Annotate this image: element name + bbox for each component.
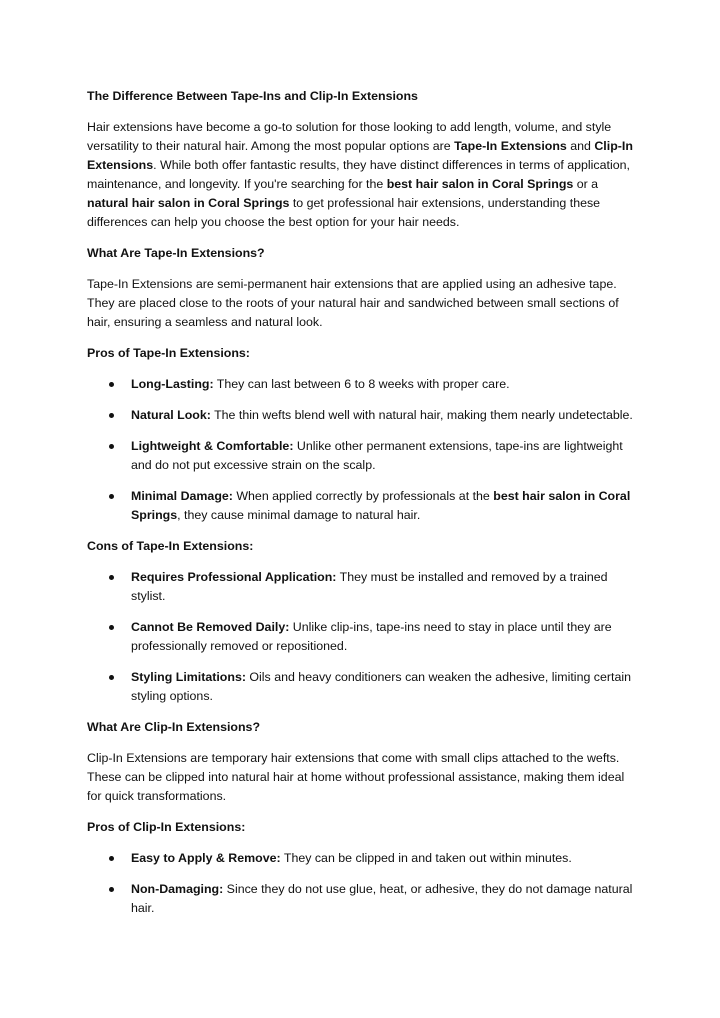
- clip-in-pros-heading: Pros of Clip-In Extensions:: [87, 820, 246, 834]
- item-label: Minimal Damage:: [131, 489, 233, 503]
- intro-bold-clip-in: Clip-In Extensions: [87, 139, 633, 172]
- intro-text: and: [566, 139, 595, 153]
- intro-paragraph: [87, 118, 639, 232]
- bullet-icon: [109, 625, 114, 630]
- intro-text: Hair extensions have become a go-to solution for those looking to add length, volume, and style versatility to their natural hair. Among the most popular options are: [87, 120, 612, 153]
- intro-bold-tape-in: Tape-In Extensions: [454, 139, 567, 153]
- list-item: [87, 849, 639, 868]
- tape-in-pros-list: [87, 375, 639, 525]
- bullet-icon: [109, 494, 114, 499]
- list-item: [87, 375, 639, 394]
- item-text: The thin wefts blend well with natural hair, making them nearly undetectable.: [210, 408, 633, 422]
- intro-text: or a: [573, 177, 599, 191]
- bullet-icon: [109, 575, 114, 580]
- clip-in-heading: What Are Clip-In Extensions?: [87, 720, 261, 734]
- item-text: They can be clipped in and taken out within minutes.: [280, 851, 572, 865]
- tape-in-heading: What Are Tape-In Extensions?: [87, 246, 265, 260]
- bullet-icon: [109, 856, 114, 861]
- intro-text: . While both offer fantastic results, they have distinct differences in terms of application, maintenance, and longevity. If you're searching for the: [87, 158, 630, 191]
- tape-in-cons-list: [87, 568, 639, 706]
- bullet-icon: [109, 413, 114, 418]
- clip-in-description: Clip-In Extensions are temporary hair extensions that come with small clips attached to the wefts. These can be clipped into natural hair at home without professional assistance, making them ideal for quick transformations.: [87, 751, 625, 803]
- bullet-icon: [109, 887, 114, 892]
- item-text: They must be installed and removed by a trained stylist.: [131, 570, 608, 603]
- clip-in-pros-list: [87, 849, 639, 918]
- tape-in-description: Tape-In Extensions are semi-permanent hair extensions that are applied using an adhesive tape. They are placed close to the roots of your natural hair and sandwiched between small sections of hair, ensuring a seamless and natural look.: [87, 277, 619, 329]
- list-item: [87, 437, 639, 475]
- list-item: [87, 406, 639, 425]
- bullet-icon: [109, 444, 114, 449]
- list-item: [87, 880, 639, 918]
- bullet-icon: [109, 382, 114, 387]
- list-item: [87, 568, 639, 606]
- item-bold-best-salon: best hair salon in Coral Springs: [131, 489, 631, 522]
- intro-bold-natural-salon: natural hair salon in Coral Springs: [87, 196, 290, 210]
- document-title: The Difference Between Tape-Ins and Clip-In Extensions: [87, 89, 418, 103]
- item-text: Since they do not use glue, heat, or adhesive, they do not damage natural hair.: [131, 882, 633, 915]
- item-label: Easy to Apply & Remove:: [131, 851, 281, 865]
- intro-text: to get professional hair extensions, understanding these differences can help you choose the best option for your hair needs.: [87, 196, 601, 229]
- tape-in-cons-heading: Cons of Tape-In Extensions:: [87, 539, 254, 553]
- item-label: Non-Damaging:: [131, 882, 224, 896]
- item-text: When applied correctly by professionals at the: [232, 489, 494, 503]
- item-label: Long-Lasting:: [131, 377, 214, 391]
- item-text: Unlike clip-ins, tape-ins need to stay in place until they are professionally removed or repositioned.: [131, 620, 612, 653]
- list-item: [87, 487, 639, 525]
- item-text: They can last between 6 to 8 weeks with proper care.: [213, 377, 510, 391]
- list-item: [87, 668, 639, 706]
- item-label: Styling Limitations:: [131, 670, 246, 684]
- list-item: [87, 618, 639, 656]
- bullet-icon: [109, 675, 114, 680]
- item-text: Unlike other permanent extensions, tape-ins are lightweight and do not put excessive strain on the scalp.: [131, 439, 623, 472]
- item-text: , they cause minimal damage to natural hair.: [177, 508, 421, 522]
- intro-bold-best-salon: best hair salon in Coral Springs: [386, 177, 574, 191]
- item-label: Natural Look:: [131, 408, 211, 422]
- item-label: Cannot Be Removed Daily:: [131, 620, 290, 634]
- item-label: Lightweight & Comfortable:: [131, 439, 294, 453]
- item-label: Requires Professional Application:: [131, 570, 337, 584]
- document-page: [87, 87, 639, 930]
- tape-in-pros-heading: Pros of Tape-In Extensions:: [87, 346, 250, 360]
- item-text: Oils and heavy conditioners can weaken the adhesive, limiting certain styling options.: [131, 670, 631, 703]
